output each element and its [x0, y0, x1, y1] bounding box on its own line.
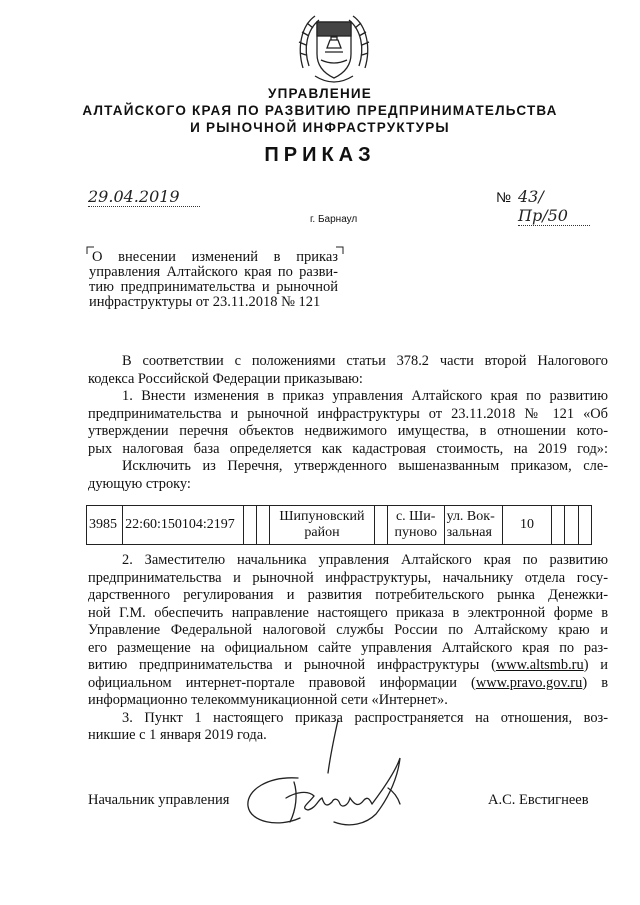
item2-line7-end: ) и [583, 657, 608, 673]
item3-line2: никшие с 1 января 2019 года. [88, 727, 267, 743]
excluded-property-table [86, 505, 592, 545]
number-prefix: № [496, 189, 512, 205]
table-row [87, 506, 592, 545]
pravo-link[interactable]: www.pravo.gov.ru [475, 674, 583, 691]
item2-line9: информационно телекоммуникационной сети «Интернет». [88, 692, 448, 708]
document-date: 29.04.2019 [88, 187, 200, 207]
item1-line1: 1. Внести изменения в приказ управления Алтайского края по развитию [122, 388, 608, 404]
settlement-line1: с. Ши- [395, 509, 436, 524]
subject-line4: инфраструктуры от 23.11.2018 № 121 [89, 294, 321, 310]
item2-line4: ной Г.М. обеспечить направление настоящего приказа в электронной форме в [88, 604, 608, 621]
document-type-title: ПРИКАЗ [264, 144, 376, 166]
handwritten-signature [238, 718, 418, 838]
item2-line1: 2. Заместителю начальника управления Алтайского края по развитию [122, 552, 608, 568]
row-number-cell: 3985 [87, 506, 123, 545]
subject-line2: управления Алтайского края по разви- [89, 264, 338, 280]
item2-line8 [88, 675, 608, 693]
settlement-line2: пуново [394, 525, 437, 540]
order-body-continued [88, 552, 608, 745]
street-cell [444, 506, 503, 545]
coat-of-arms-emblem [295, 8, 373, 88]
item2-line6: его размещение на официальном сайте управления Алтайского края по раз- [88, 639, 608, 656]
subject-line3: тию предпринимательства и рыночной [89, 279, 338, 295]
org-name-line2: АЛТАЙСКОГО КРАЯ ПО РАЗВИТИЮ ПРЕДПРИНИМАТЕЛЬСТВА [82, 103, 558, 118]
street-line1: ул. Вок- [446, 509, 495, 524]
item2-line5: Управление Федеральной налоговой службы России по Алтайскому краю и [88, 622, 608, 638]
empty-cell [243, 506, 256, 545]
district-line2: район [304, 525, 340, 540]
house-number-cell: 10 [503, 506, 551, 545]
item1b-line1: Исключить из Перечня, утвержденного вышеназванным приказом, сле- [122, 458, 608, 474]
item2-line2: предпринимательства и рыночной инфраструктуры, начальнику отдела госу- [88, 569, 608, 586]
cadastral-number-cell: 22:60:150104:2197 [123, 506, 244, 545]
empty-cell [578, 506, 591, 545]
item2-line7 [88, 657, 608, 675]
city: г. Барнаул [310, 214, 358, 225]
intro-line1: В соответствии с положениями статьи 378.2 части второй Налогового [122, 353, 608, 369]
org-name-line3: И РЫНОЧНОЙ ИНФРАСТРУКТУРЫ [190, 120, 450, 135]
item2-line8-end: ) в [582, 674, 608, 691]
empty-cell [374, 506, 387, 545]
item2-line7-text: витию предпринимательства и рыночной инфраструктуры ( [88, 657, 496, 673]
empty-cell [551, 506, 564, 545]
empty-cell [565, 506, 578, 545]
settlement-cell [387, 506, 444, 545]
order-body [88, 353, 608, 493]
item1-line4: рых налоговая база определяется как кадастровая стоимость, на 2019 год»: [88, 440, 608, 457]
document-number: 43/Пр/50 [518, 187, 590, 226]
intro-line2: кодекса Российской Федерации приказываю: [88, 370, 363, 387]
item3-line1: 3. Пункт 1 настоящего приказа распространяется на отношения, воз- [122, 709, 608, 726]
item1b-line2: дующую строку: [88, 475, 191, 492]
altsmb-link[interactable]: www.altsmb.ru [495, 657, 584, 673]
empty-cell [257, 506, 270, 545]
signatory-name: А.С. Евстигнеев [488, 792, 589, 808]
org-name-line1: УПРАВЛЕНИЕ [267, 86, 372, 101]
district-cell [270, 506, 374, 545]
subject-line1: О внесении изменений в приказ [92, 249, 338, 265]
item1-line2: предпринимательства и рыночной инфраструктуры от 23.11.2018 № 121 «Об [88, 405, 608, 422]
district-line1: Шипуновский [279, 509, 365, 524]
item2-line8-text: официальном интернет-портале правовой информации ( [88, 674, 476, 691]
signatory-position: Начальник управления [88, 792, 230, 808]
item2-line3: дарственного регулирования и развития потребительского рынка Денежки- [88, 587, 608, 603]
item1-line3: утверждении перечня объектов недвижимого имущества, в отношении кото- [88, 423, 608, 439]
street-line2: зальная [446, 525, 492, 540]
